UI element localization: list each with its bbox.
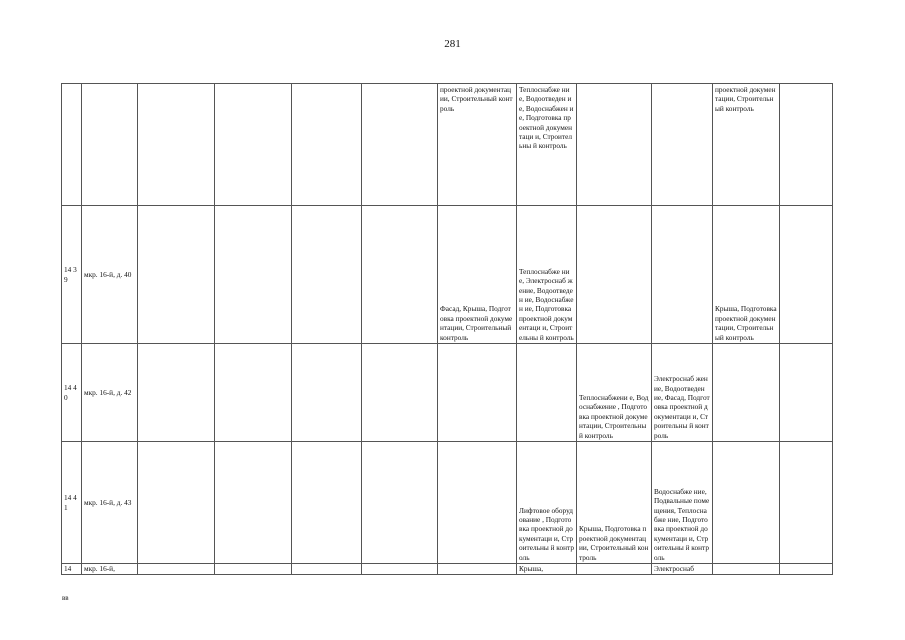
empty-cell	[215, 564, 292, 575]
work-cell: Фасад, Крыша, Подготовка проектной документации, Строительный контроль	[438, 206, 517, 344]
empty-cell	[362, 564, 438, 575]
address-cell: мкр. 16-й, д. 40	[82, 206, 138, 344]
work-cell: Теплоснабжени е, Водоснабжение , Подготовка проектной документации, Строительный контроль	[577, 344, 652, 442]
work-cell: Водоснабже ние, Подвальные помещения, Теплоснабже ние, Подготовка проектной документаци и, Строительны й контроль	[652, 442, 713, 564]
work-cell	[652, 84, 713, 206]
table-row	[62, 344, 833, 442]
work-cell: Крыша, Подготовка проектной документации, Строительный контроль	[577, 442, 652, 564]
address-cell: мкр. 16-й, д. 42	[82, 344, 138, 442]
work-cell	[438, 564, 517, 575]
empty-cell	[292, 84, 362, 206]
capital-repair-table	[61, 83, 833, 575]
row-number	[62, 84, 82, 206]
empty-cell	[362, 84, 438, 206]
row-number: 14 40	[62, 344, 82, 442]
footer-mark: вв	[62, 594, 69, 602]
work-cell	[577, 206, 652, 344]
work-cell: Электроснаб	[652, 564, 713, 575]
work-cell	[577, 84, 652, 206]
empty-cell	[138, 564, 215, 575]
work-cell	[713, 344, 780, 442]
empty-cell	[215, 206, 292, 344]
empty-cell	[292, 442, 362, 564]
empty-cell	[215, 344, 292, 442]
empty-cell	[780, 206, 833, 344]
work-cell: Крыша, Подготовка проектной документации, Строительный контроль	[713, 206, 780, 344]
address-cell: мкр. 16-й, д. 43	[82, 442, 138, 564]
work-cell: Электроснаб жение, Водоотведен ие, Фасад, Подготовка проектной документаци и, Строительны й контроль	[652, 344, 713, 442]
work-cell	[517, 344, 577, 442]
empty-cell	[362, 442, 438, 564]
empty-cell	[292, 206, 362, 344]
empty-cell	[138, 344, 215, 442]
work-cell: Крыша,	[517, 564, 577, 575]
work-cell	[652, 206, 713, 344]
row-number: 14 39	[62, 206, 82, 344]
work-cell	[577, 564, 652, 575]
empty-cell	[362, 344, 438, 442]
table-row	[62, 206, 833, 344]
work-cell: проектной документации, Строительный контроль	[438, 84, 517, 206]
table-row	[62, 442, 833, 564]
table-row	[62, 564, 833, 575]
work-cell: Лифтовое оборудование , Подготовка проектной документаци и, Строительны й контроль	[517, 442, 577, 564]
empty-cell	[138, 206, 215, 344]
empty-cell	[780, 344, 833, 442]
work-cell: проектной документации, Строительный контроль	[713, 84, 780, 206]
empty-cell	[138, 442, 215, 564]
empty-cell	[215, 84, 292, 206]
empty-cell	[780, 564, 833, 575]
empty-cell	[780, 84, 833, 206]
address-cell: мкр. 16-й,	[82, 564, 138, 575]
work-cell	[438, 344, 517, 442]
empty-cell	[138, 84, 215, 206]
address-cell	[82, 84, 138, 206]
work-cell	[713, 442, 780, 564]
work-cell: Теплоснабже ние, Электроснаб жение, Водоотведен ие, Водоснабжен ие, Подготовка проектной документаци и, Строительны й контроль	[517, 206, 577, 344]
empty-cell	[292, 344, 362, 442]
page-number: 281	[444, 38, 461, 50]
work-cell	[713, 564, 780, 575]
empty-cell	[215, 442, 292, 564]
empty-cell	[780, 442, 833, 564]
row-number: 14 41	[62, 442, 82, 564]
row-number: 14	[62, 564, 82, 575]
work-cell	[438, 442, 517, 564]
empty-cell	[292, 564, 362, 575]
table-row	[62, 84, 833, 206]
empty-cell	[362, 206, 438, 344]
work-cell: Теплоснабже ние, Водоотведен ие, Водоснабжен ие, Подготовка проектной документаци и, Строительны й контроль	[517, 84, 577, 206]
